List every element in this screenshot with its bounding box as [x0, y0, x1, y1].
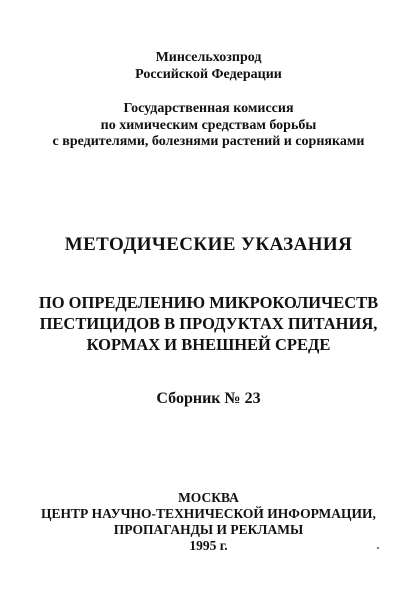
commission-line-3: с вредителями, болезнями растений и сорняками [52, 134, 365, 149]
commission-header [0, 101, 417, 151]
print-speck [377, 547, 379, 549]
publication-year: 1995 г. [189, 538, 228, 553]
commission-line-2: по химическим средствам борьбы [100, 117, 317, 133]
publisher-line-2: ПРОПАГАНДЫ И РЕКЛАМЫ [113, 522, 304, 537]
ministry-header [0, 49, 417, 83]
ministry-country: Российской Федерации [135, 67, 282, 82]
document-title: МЕТОДИЧЕСКИЕ УКАЗАНИЯ [64, 234, 353, 255]
subtitle-line-2: ПЕСТИЦИДОВ В ПРОДУКТАХ ПИТАНИЯ, [39, 314, 378, 333]
publisher-city: МОСКВА [178, 490, 239, 505]
subtitle-line-1: ПО ОПРЕДЕЛЕНИЮ МИКРОКОЛИЧЕСТВ [38, 293, 379, 312]
document-subtitle [0, 292, 417, 355]
commission-line-1: Государственная комиссия [123, 101, 294, 116]
ministry-name: Минсельхозпрод [155, 50, 262, 65]
subtitle-line-3: КОРМАХ И ВНЕШНЕЙ СРЕДЕ [86, 335, 331, 354]
publisher-line-1: ЦЕНТР НАУЧНО-ТЕХНИЧЕСКОЙ ИНФОРМАЦИИ, [41, 506, 376, 521]
collection-number: Сборник № 23 [156, 390, 261, 407]
publisher-footer [0, 490, 417, 554]
